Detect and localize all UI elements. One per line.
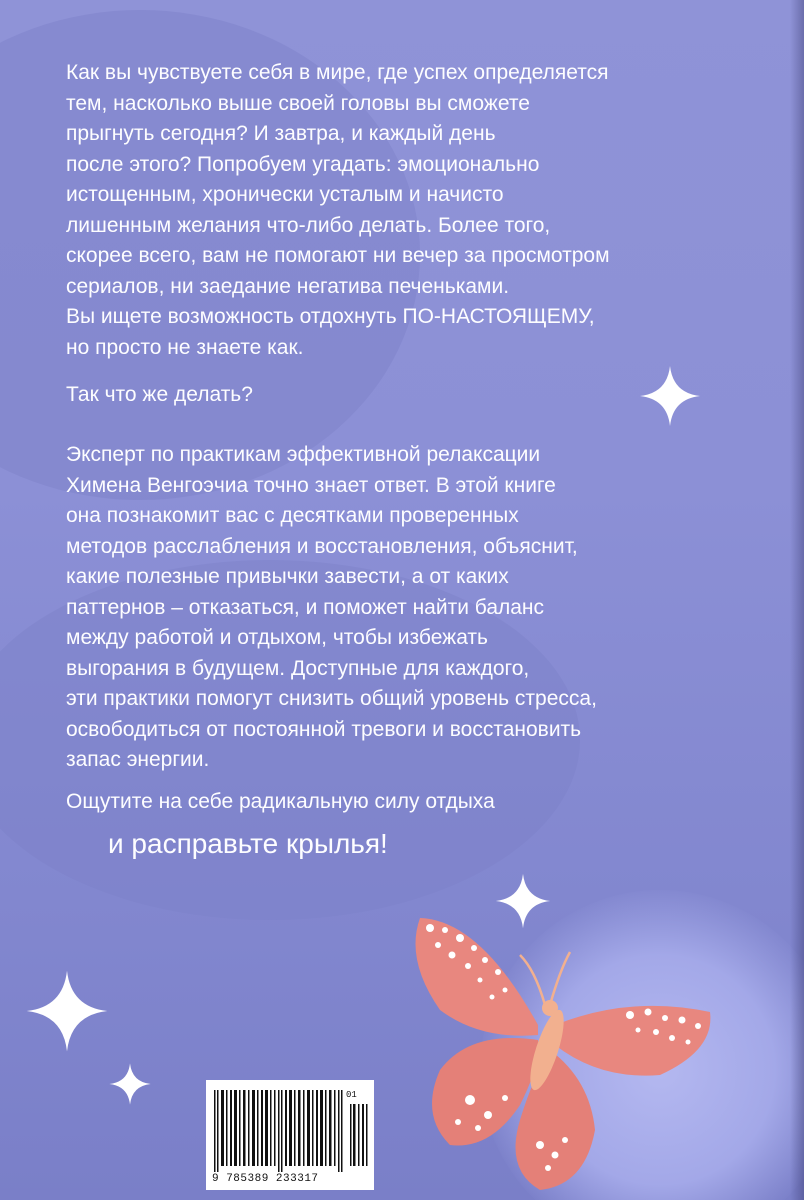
barcode — [206, 1080, 374, 1190]
description-paragraph: Эксперт по практикам эффективной релаксации Химена Венгоэчиа точно знает ответ. В этой книге она познакомит вас с десятками проверенных методов расслабления и восстановления, объяснит, какие полезные привычки завести, а от каких паттернов – отказаться, и поможет найти баланс между работой и отдыхом, чтобы избежать выгорания в будущем. Доступные для каждого, эти практики помогут снизить общий уровень стресса, освободиться от постоянной тревоги и восстановить запас энергии. — [66, 443, 597, 771]
intro-paragraph: Как вы чувствуете себя в мире, где успех определяется тем, насколько выше своей головы вы сможете прыгнуть сегодня? И завтра, и каждый день после этого? Попробуем угадать: эмоционально истощенным, хронически усталым и начисто лишенным желания что-либо делать. Более того, скорее всего, вам не помогают ни вечер за просмотром сериалов, ни заедание негатива печеньками. Вы ищете возможность отдохнуть ПО-НАСТОЯЩЕМУ, но просто не знаете как. — [66, 61, 610, 359]
sparkle-icon — [24, 968, 110, 1054]
sparkle-icon — [108, 1062, 152, 1106]
barcode-addon: 01 — [346, 1090, 357, 1100]
question-line: Так что же делать? — [66, 383, 253, 406]
spine-shadow — [790, 0, 804, 1200]
sparkle-icon — [638, 364, 702, 428]
barcode-bars — [212, 1090, 368, 1172]
closing-line-1: Ощутите на себе радикальную силу отдыха — [66, 790, 495, 813]
barcode-number: 9 785389 233317 — [212, 1173, 319, 1185]
butterfly-illustration — [410, 900, 730, 1200]
closing-line-2: и расправьте крылья! — [108, 828, 388, 859]
